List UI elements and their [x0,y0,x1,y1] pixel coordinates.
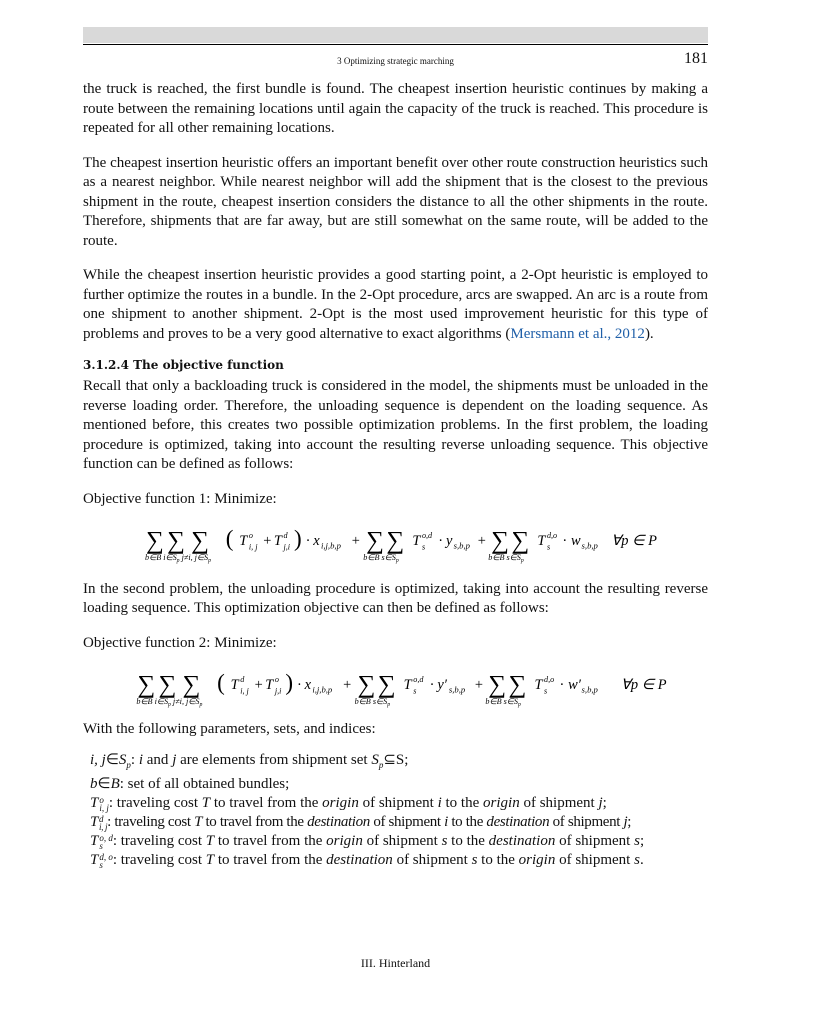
right-paren-2: ) [285,668,294,695]
sum2-symbol-s2: ∑ [508,671,527,699]
param-item-cost-oo [90,794,708,813]
param4-text-2: to travel from the [202,814,308,830]
sum2-sub-3: b∈B $s\in S_p$ [485,696,521,708]
cost2-do-sup: d,o [544,674,555,684]
var-y-sub: s,b,p [453,540,471,551]
param6-end: . [639,852,644,868]
param4-text-4: to the [447,814,487,830]
cost2-do-sub: s [544,686,548,696]
running-header [83,50,708,70]
paragraph-1: the truck is reached, the first bundle is found. The cheapest insertion heuristic continues by making a route between the remaining locations until again the capacity of the truck is reached. This procedure is repeated for all other remaining locations. [83,81,708,136]
param5-end: ; [639,833,645,849]
param3-end: ; [602,795,607,811]
objective-2-label: Objective function 2: Minimize: [83,634,277,651]
left-paren-2: ( [217,668,225,695]
objective-1-label: Objective function 1: Minimize: [83,490,277,507]
param-i: i [138,752,144,768]
page-body [83,80,708,870]
param-colon-1: : [130,752,139,768]
cost-oo-1-sub: i, j [248,542,258,552]
cost2-od-sup: o,d [413,674,424,684]
paragraph-3-text: While the cheapest insertion heuristic provides a good starting point, a 2-Opt heuristic is employed to further optimize the routes in a bundle. In the 2-Opt procedure, arcs are swapped. An arc is a route from one shipment to another shipment. 2-Opt is the most used improvement heuristic for this type of problems and proves to be a very good alternative to exact algorithms ( [83,267,708,342]
param-item-bundles [90,775,708,794]
var-y: y [445,532,453,549]
objective-function-2 [83,660,708,710]
cost-oo-1-sup: o [248,530,253,540]
param-item-cost-od [90,832,708,851]
plus-1: + [263,532,272,549]
cost-dd-1-sup: d [283,530,288,540]
cost2-od: T [403,676,412,693]
dot-1: · [305,532,311,549]
param5-dest: destination [488,833,556,849]
param6-text-4: to the [477,852,519,868]
sum2-symbol-i: ∑ [158,671,177,699]
dot2-2: · [429,676,435,693]
var2-w: w′ [568,676,581,693]
cost-od: T [412,532,421,549]
param6-dest: destination [326,852,393,868]
cost2-dd-sub: i, j [240,686,249,696]
cost2-od-sub: s [413,686,417,696]
sum-sub-3: b∈B $s\in S_p$ [488,552,524,564]
cost-do: T [537,532,546,549]
sum-symbol-b: ∑ [145,527,164,555]
param3-origin-1: origin [322,795,359,811]
param6-t: T [205,852,215,868]
param4-t: T [194,814,203,830]
sum2-sub-1: b∈B $i\in S_p$ j≠i, $j\in S_p$ [136,696,203,708]
param5-origin: origin [326,833,363,849]
cost2-oo-sub: j,i [274,686,282,696]
param6-text-2: to travel from the [214,852,327,868]
cost-dd-1-sub: j,i [283,542,291,552]
dot-3: · [562,532,568,549]
subsection-heading: 3.1.2.4 The objective function [83,358,284,372]
param4-dest-2: destination [486,814,550,830]
param3-text-1: : traveling cost [108,795,202,811]
forall-clause: ∀p ∈ P [611,532,657,549]
param-desc-1: are elements from shipment set [176,752,372,768]
param-and: and [143,752,173,768]
param6-origin: origin [518,852,556,868]
param4-text-5: of shipment [549,814,624,830]
sum2-symbol-b2: ∑ [357,671,376,699]
param3-text-5: of shipment [519,795,599,811]
sum2-sub-2: b∈B $s\in S_p$ [354,696,391,708]
param6-text-1: : traveling cost [112,852,206,868]
param-b: b [90,776,98,792]
var-w: w [570,532,581,549]
paragraph-4: Recall that only a backloading truck is considered in the model, the shipments must be unloaded in the reverse loading order. Therefore, the unloading sequence is dependent on the loading sequence. As mentioned before, this creates two possible optimization problems. In the first problem, the loading procedure is optimized, taking into account the resulting reverse unloading sequence. This objective function can be defined as follows: [83,378,708,472]
sum-sub-2: b∈B $s\in S_p$ [363,552,399,564]
paragraph-3-end: ). [644,325,654,342]
header-rule [83,44,708,45]
param3-i: i [437,795,442,811]
param-desc-2: : set of all obtained bundles; [119,776,290,792]
sym-t-od: T o, d s [90,832,113,851]
dot-2: · [438,532,444,549]
param4-text-1: : traveling cost [107,814,195,830]
params-intro: With the following parameters, sets, and indices: [83,720,376,737]
param3-j: j [598,795,603,811]
var-w-sub: s,b,p [581,540,598,551]
sum2-symbol-j: ∑ [182,671,201,699]
param-item-cost-do [90,851,708,870]
var-x-sub: i,j,b,p [320,540,341,551]
sum-sub-1: b∈B $i\in S_p$ j≠i, $j\in S_p$ [145,552,212,564]
param-s: S [118,752,127,768]
sum2-symbol-b: ∑ [137,671,156,699]
var2-y: y′ [437,676,447,693]
var-x: x [313,532,320,549]
param-s-sub: p [126,760,131,770]
dot2-1: · [296,676,302,693]
dot2-3: · [559,676,565,693]
parameter-list [83,751,708,870]
param6-s-2: s [634,852,640,868]
paragraph-2: The cheapest insertion heuristic offers an important benefit over other route construction heuristics such as a nearest neighbor. While nearest neighbor will add the shipment that is the closest to the previous shipment in the route, cheapest insertion considers the distance to all the other shipments in the route. Therefore, shipments that are far away, but are still somewhat on the same route, will be added to the route. [83,154,708,249]
param3-origin-2: origin [483,795,520,811]
param5-text-4: to the [447,833,489,849]
var2-x: x [304,676,312,693]
sym-t-oo: T o i, j [90,794,109,813]
param-s-2: S [371,752,379,768]
header-bar [83,27,708,43]
cost-oo-1: T [239,532,248,549]
right-paren: ) [294,524,302,551]
cost2-do: T [534,676,543,693]
param4-i: i [444,814,448,830]
param4-dest-1: destination [307,814,370,830]
citation-link[interactable]: Mersmann et al., 2012 [510,325,645,342]
cost-dd-1: T [273,532,282,549]
param5-text-5: of shipment [555,833,635,849]
cost-do-sup: d,o [546,530,558,540]
footer-section-title: III. Hinterland [360,956,431,970]
plus-3: + [477,532,486,549]
param-subset: ⊆S; [383,752,409,768]
sum-symbol-b2: ∑ [366,527,385,555]
param3-t: T [201,795,211,811]
param3-text-2: to travel from the [210,795,323,811]
cost2-dd: T [230,676,239,693]
param4-text-3: of shipment [369,814,445,830]
param-i-j: i, j [90,752,106,768]
param-s-2-sub: p [378,760,384,770]
sum2-symbol-b3: ∑ [488,671,507,699]
param-item-cost-dd [90,813,708,832]
paragraph-5: In the second problem, the unloading procedure is optimized, taking into account the resulting reverse loading sequence. This optimization objective can then be defined as follows: [83,580,708,616]
param6-s: s [471,852,478,868]
paragraph-3 [83,266,708,344]
param3-text-3: of shipment [358,795,438,811]
cost-do-sub: s [546,542,551,552]
param-in-2: ∈ [97,776,111,792]
param5-s-2: s [634,833,640,849]
sym-t-dd: T d i, j [90,813,108,832]
sum-symbol-s: ∑ [386,527,405,555]
param5-s: s [441,833,448,849]
cost-od-sup: o,d [421,530,433,540]
param5-text-3: of shipment [362,833,442,849]
param3-text-4: to the [441,795,484,811]
param-in-1: ∈ [105,752,119,768]
var2-w-sub: s,b,p [581,684,598,695]
param6-text-5: of shipment [555,852,635,868]
forall-clause-2: ∀p ∈ P [620,676,667,693]
param-j: j [172,752,177,768]
left-paren: ( [225,524,234,551]
plus2-2: + [343,676,352,693]
objective-function-1 [83,516,708,566]
param-item-indices [90,751,708,775]
var2-x-sub: i,j,b,p [312,684,333,695]
var2-y-sub: s,b,p [448,684,466,695]
plus2-3: + [474,676,483,693]
cost2-oo: T [265,676,274,693]
sum-symbol-i: ∑ [167,527,185,555]
running-title: 3 Optimizing strategic marching [337,56,454,66]
sum-symbol-s2: ∑ [511,527,530,555]
sum-symbol-b3: ∑ [491,527,510,555]
param5-text-1: : traveling cost [112,833,206,849]
param5-t: T [205,833,215,849]
cost-od-sub: s [421,542,426,552]
plus2-1: + [254,676,263,693]
param4-end: ; [627,814,632,830]
cost2-dd-sup: d [240,674,245,684]
sym-t-do: T d, o s [90,851,113,870]
page-number: 181 [684,50,708,67]
sum-symbol-j: ∑ [191,527,210,555]
sum2-symbol-s: ∑ [377,671,396,699]
param5-text-2: to travel from the [214,833,327,849]
param-bset: B [110,776,120,792]
param4-j: j [623,814,628,830]
cost2-oo-sup: o [274,674,279,684]
plus-2: + [351,532,360,549]
param6-text-3: of shipment [392,852,472,868]
